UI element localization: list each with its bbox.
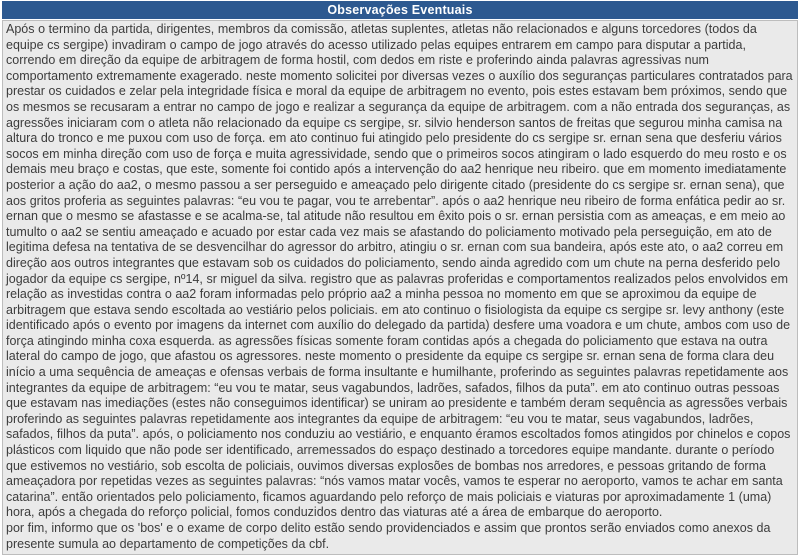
report-paragraph: por fim, informo que os 'bos' e o exame de corpo delito estão sendo providenciados e assim que prontos serão enviados como anexos da presente sumula ao departamento de competições da cbf.	[6, 521, 771, 551]
panel-title: Observações Eventuais	[327, 3, 473, 17]
panel-header	[2, 1, 798, 19]
report-paragraph: Após o termino da partida, dirigentes, membros da comissão, atletas suplentes, atletas não relacionados e alguns torcedores (todos da equipe cs sergipe) invadiram o campo de jogo através do acesso utilizado pelas equipes entrarem em campo para disputar a partida, correndo em direção da equipe de arbitragem de forma hostil, com dedos em riste e proferindo ainda palavras agressivas num comportamento extremamente exagerado. neste momento solicitei por diversas vezes o auxílio dos seguranças particulares contratados para prestar os cuidados e zelar pela integridade física e moral da equipe de arbitragem no evento, pois estes estavam bem próximos, sendo que os mesmos se recusaram a entrar no campo de jogo e realizar a segurança da equipe de arbitragem. com a não entrada dos seguranças, as agressões iniciaram com o atleta não relacionado da equipe cs sergipe, sr. silvio henderson santos de freitas que segurou minha camisa na altura do tronco e me puxou com uso de força. em ato continuo fui atingido pelo presidente do cs sergipe sr. ernan sena que desferiu vários socos em minha direção com uso de força e muita agressividade, sendo que o primeiros socos atingiram o lado esquerdo do meu rosto e os demais meu braço e costas, que este, somente foi contido após a intervenção do aa2 henrique neu ribeiro. que em momento imediatamente posterior a ação do aa2, o mesmo passou a ser perseguido e ameaçado pelo dirigente citado (presidente do cs sergipe sr. ernan sena), que aos gritos proferia as seguintes palavras: “eu vou te pagar, vou te arrebentar”. após o aa2 henrique neu ribeiro de forma enfática pedir ao sr. ernan que o mesmo se afastasse e se acalma-se, tal atitude não resultou em êxito pois o sr. ernan persistia com as ameaças, e em meio ao tumulto o aa2 se sentiu ameaçado e acuado por estar cada vez mais se afastando do policiamento motivado pela perseguição, em ato de legitima defesa na tentativa de se desvencilhar do agressor do arbitro, atingiu o sr. ernan com sua bandeira, após este ato, o aa2 correu em direção aos outros integrantes que estavam sob os cuidados do policiamento, sendo ainda agredido com um chute na perna desferido pelo jogador da equipe cs sergipe, nº14, sr miguel da silva. registro que as palavras proferidas e comportamentos realizados pelos envolvidos em relação as investidas contra o aa2 foram informadas pelo próprio aa2 a minha pessoa no momento em que se aproximou da equipe de arbitragem que estava sendo escoltada ao vestiário pelos policiais. em ato continuo o fisiologista da equipe cs sergipe sr. levy anthony (este identificado após o evento por imagens da internet com auxílio do delegado da partida) desfere uma voadora e um chute, ambos com uso de força atingindo minha coxa esquerda. as agressões físicas somente foram contidas após a chegada do policiamento que estava na outra lateral do campo de jogo, que afastou os agressores. neste momento o presidente da equipe cs sergipe sr. ernan sena de forma clara deu início a uma sequência de ameaças e ofensas verbais de forma insultante e humilhante, proferindo as seguintes palavras repetidamente aos integrantes da equipe de arbitragem: “eu vou te matar, seus vagabundos, ladrões, safados, filhos da puta”. em ato continuo outras pessoas que estavam nas imediações (estes não conseguimos identificar) se uniram ao presidente e também deram sequência as agressões verbais proferindo as seguintes palavras repetidamente aos integrantes da equipe de arbitragem: “eu vou te matar, seus vagabundos, ladrões, safados, filhos da puta”. após, o policiamento nos conduziu ao vestiário, e enquanto éramos escoltados fomos atingidos por chinelos e copos plásticos com liquido que não pode ser identificado, arremessados do espaço destinado a torcedores equipe mandante. durante o período que estivemos no vestiário, sob escolta de policiais, ouvimos diversas explosões de bombas nos arredores, e pessoas gritando de forma ameaçadora por repetidas vezes as seguintes palavras: “nós vamos matar vocês, vamos te esperar no aeroporto, vamos te achar em santa catarina”. então orientados pelo policiamento, ficamos aguardando pelo reforço de mais policiais e viaturas por aproximadamente 1 (uma) hora, após a chegada do reforço policial, fomos conduzidos dentro das viaturas até a área de embarque do aeroporto.	[6, 22, 793, 520]
report-text-area	[2, 20, 798, 555]
observacoes-eventuais-panel	[2, 1, 798, 555]
